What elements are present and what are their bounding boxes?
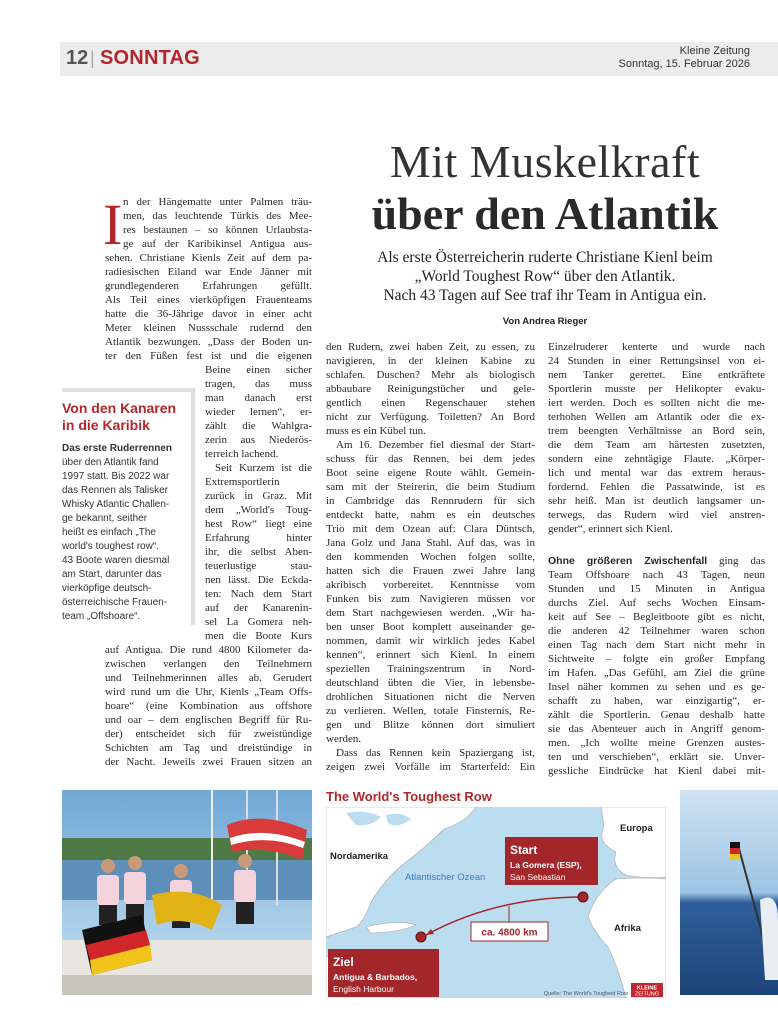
text-line: auf der Kanarenin- [205,602,312,614]
text-line: zu verlieren. Wellen, totale Finsternis, Re- [326,705,535,717]
text-line: ge auf der Karibikinsel Antigua aus- [123,238,312,250]
text-line: die anderen 42 Teilnehmer waren schon [548,625,765,637]
text-line: den kommenden Wochen folgen sollte, [326,551,535,563]
page-number: 12 [66,47,89,69]
drop-cap: I [103,192,123,257]
text-line: tragen, das muss [205,378,312,390]
text-line: navigieren, in der kleinen Kabine zu [326,355,535,367]
text-line: hest Row“ liegt eine [205,518,312,530]
text-line: man danach erst [205,392,312,404]
text-line: ter den Füßen fest ist und die eigenen [105,350,312,362]
text-line: hatte die 36-Jährige davor in einer acht [105,308,312,320]
text-line: sehen. Christiane Kienls Zeit auf dem pa- [105,252,312,264]
info-box-body [62,442,187,624]
info-box-line: das Rennen als Talisker [62,485,168,496]
text-line: Stunden und 15 Minuten in Antigua [548,583,765,595]
text-line: zählt die Wahlgra- [205,420,312,432]
finish-town: English Harbour [333,984,394,994]
text-line: ben unser Boot komplett auseinander ge- [326,621,535,633]
text-line: nen lässt. Die Eckda- [205,574,312,586]
start-place: La Gomera (ESP), [510,860,582,870]
text-line: sondern eine zehntägige Flaute. „Körper- [548,453,765,465]
label-ocean: Atlantischer Ozean [405,872,486,883]
column-1-bottom [105,643,312,769]
text-line: deutschland übten die Vier, in lebensbe- [326,677,535,689]
kleine-zeitung-logo [631,983,663,998]
text-line: einen Tag nach dem Start nicht mehr in [548,639,765,651]
text-line: men. „Ich wollte meine Grenzen austes- [548,737,765,749]
text-line: ten und verschieben“, erklärt sie. Unver- [548,751,765,763]
text-line: teuerlustige stau- [205,560,312,572]
text-line: Insel näher kommen zu sehen und es ge- [548,681,765,693]
text-line: den Rudern, zwei haben Zeit, zu essen, zu [326,341,535,353]
text-line: sehr heiß. Man ist deutlich langsamer un- [548,495,765,507]
map-source: Quelle: The World's Toughest Row [543,991,628,997]
text-line: Dass das Rennen kein Spaziergang ist, [336,747,535,759]
text-line: Als Teil eines vierköpfigen Frauenteams [105,294,312,306]
text-line: der) entscheidet sich für zweistündige [105,728,312,740]
paragraph-lead-in: Ohne größeren Zwischenfall [548,555,708,567]
text-line: drohlichen Situationen nicht die Nerven [326,691,535,703]
text-line: zurück in Graz. Mit [205,490,312,502]
text-line: Boot seine eigene Route wählt. Gemein- [326,467,535,479]
text-line: schafft zu haben, war einzigartig“, er- [548,695,765,707]
start-town: San Sebastian [510,872,566,882]
finish-box [328,949,439,997]
text-line: men, das leuchtende Türkis des Mee- [123,210,312,222]
svg-text:ZEITUNG: ZEITUNG [634,991,660,998]
finish-place: Antigua & Barbados, [333,972,418,982]
text-line: terwegs, das Rudern wird viel anstren- [548,509,765,521]
header-separator: | [90,48,95,68]
text-line: Beine einen sicher [205,364,312,376]
text-line: die dem Team am härtesten zusetzten, [548,439,765,451]
finish-marker [416,932,426,942]
text-line: wieder lernen“, er- [205,406,312,418]
text-line: Funken bis zum Navigieren müssen vor [326,593,535,605]
text-line: nem Tanker gerettet. Eine entkräftete [548,369,765,381]
text-line: nicht zur Verfügung. Toiletten? An Bord [326,411,535,423]
text-line: akribisch vorbereitet. Kenntnisse vom [326,579,535,591]
text-line: fordernd. Fehlen die Passatwinde, ist es [548,481,765,493]
page-header [60,42,778,76]
start-heading: Start [510,843,538,857]
text-line: terreich lachend. [205,448,279,460]
info-box-line: am Start, darunter das [62,569,162,580]
text-line: und oar – dem englischen Begriff für Ru- [105,714,312,726]
text-line: Schichten am Tag und dreistündige in [105,742,312,754]
text-line: werden. [326,733,362,745]
column-2 [326,340,535,774]
deck-line: Nach 43 Tagen auf See traf ihr Team in Antigua ein. [383,287,707,304]
label-north-america: Nordamerika [330,851,389,862]
text-line: muss es ein Kübel tun. [326,425,426,437]
text-line: ihr, die selbst Aben- [205,546,312,558]
text-line: grundlegenderen Erfahrungen gefüllt. [105,280,312,292]
text-line: zerin aus Niederös- [205,434,312,446]
distance-box [471,922,548,941]
text-line: gen und Blitze können dort simuliert [326,719,535,731]
text-line: speziellen Trainingszentrum in Nord- [326,663,535,675]
text-fragment: ging das [719,555,765,567]
deck-line: Als erste Österreicherin ruderte Christiane Kienl beim [377,249,713,266]
text-line: dem „World's Toug- [205,504,312,516]
text-line: im Hafen. „Das Gefühl, am Ziel die grüne [548,667,765,679]
text-line: Extremsportlerin [205,476,280,488]
info-box-line: ge bekannt, seither [62,513,148,524]
headline-line-2: über den Atlantik [371,188,719,239]
text-line: gentlich einen Regenschauer stehen [326,397,535,409]
info-box-line: 1997 statt. Bis 2022 war [62,471,170,482]
text-line: Jana Golz und Jana Stahl. Auf das, was in [326,537,535,549]
text-line: zwischen verlangen den Teilnehmern [105,658,312,670]
info-box-line: 43 Boote waren diesmal [62,555,170,566]
text-line: terhohen Wellen am Atlantik oder die ex- [548,411,765,423]
text-line: hatten sich die Frauen zwei Jahre lang [326,565,535,577]
text-line: entdeckt hatte, nahm es ein deutsches [326,509,535,521]
info-box-line: über den Atlantik fand [62,457,159,468]
text-line: sam mit der Steirerin, die beim Studium [326,481,535,493]
label-europe: Europa [620,823,653,834]
text-line: Team Offshoare nach 43 Tagen, neun [548,569,765,581]
text-line: schuss für das Rennen, bei dem jedes [326,453,535,465]
deck-line: „World Toughest Row“ über den Atlantik. [414,268,676,285]
text-line: 24 Stunden in einer Rettungsinsel von ei- [548,355,765,367]
text-line: n der Hängematte unter Palmen träu- [123,196,312,208]
headline-line-1: Mit Muskelkraft [389,136,701,187]
publication-date: Sonntag, 15. Februar 2026 [618,58,750,70]
info-box-line: world's toughest row“. [62,541,159,552]
text-line: Meter kleinen Nussschale rudernd den [105,322,312,334]
label-africa: Afrika [614,923,641,934]
text-line: abbaubare Reinigungstücher und gele- [326,383,535,395]
text-line: zeigen zwei Vorfälle im Starterfeld: Ein [326,761,535,773]
photo-ocean-rowing [680,790,778,995]
text-line: iert werden. Doch es sollten nicht die me- [548,397,765,409]
text-line: trem beengten Verhältnisse an Bord sein, [548,425,765,437]
text-line: hoare“ (eine Kombination aus offshore [105,700,312,712]
text-line: Atlantik bezwungen. „Dass der Boden un- [105,336,312,348]
text-line: in Cambridge das Rennrudern für sich [326,495,535,507]
byline: Von Andrea Rieger [502,316,588,327]
article-deck [330,248,760,305]
publication-info [619,45,750,71]
text-line: sie das Abenteuer auch in Angriff genom- [548,723,765,735]
text-line: kennen“, erinnert sich Kienl. In einem [326,649,535,661]
info-box-heading-line: Von den Kanaren [62,400,177,416]
text-line: res bestaunen – so können Urlaubsta- [123,224,312,236]
text-line: Sichtweite – folgte ein großer Empfang [548,653,765,665]
photo-team-celebrating [62,790,312,995]
text-line: schlafen. Duschen? Mehr als biologisch [326,369,535,381]
text-line: gender“, erinnert sich Kienl. [548,523,673,535]
publication-name: Kleine Zeitung [679,45,750,57]
start-marker [578,892,588,902]
text-line: zählt die Sportlerin. Genau deshalb hatte [548,709,765,721]
text-line [548,554,765,568]
text-line: lich und mental war das extrem heraus- [548,467,765,479]
text-line: dem Start nachgewiesen werden. „Wir ha- [326,607,535,619]
section-name: SONNTAG [100,47,200,69]
route-map [326,807,666,998]
text-line: wird rund um die Uhr, Kienls „Team Offs- [105,686,312,698]
text-line: Seit Kurzem ist die [215,462,312,474]
text-line: Einzelruderer kenterte und wurde nach [548,341,765,353]
text-line: keit auf See – Begleitboote gibt es nicht, [548,611,765,623]
text-line: gessliche Eindrücke hat Kienl dabei mit- [548,765,765,777]
column-3-top [548,340,765,536]
info-box [62,388,195,625]
column-3-bottom [548,554,765,778]
info-box-line: österreichische Frauen- [62,597,168,608]
text-line: und Teilnehmerinnen alles ab. Gerudert [105,672,312,684]
column-1-top [103,192,312,363]
text-line: Erfahrung hinter [205,532,312,544]
text-line: durchs Ziel. Auf sechs Wochen Einsam- [548,597,765,609]
text-line: ten: Nach dem Start [205,588,312,600]
info-box-heading-line: in die Karibik [62,417,150,433]
text-line: Trio mit dem Ozean auf: Clara Düntsch, [326,523,535,535]
info-box-line: vierköpfige deutsch- [62,583,152,594]
map-title: The World's Toughest Row [326,789,492,804]
text-line: der Nacht. Jeweils zwei Frauen sitzen an [105,756,312,768]
text-line: Sportlerin musste per Helikopter evaku- [548,383,765,395]
distance-label: ca. 4800 km [481,927,538,939]
start-box [505,837,598,885]
text-line: nommen, damit wir wirklich jedes Kabel [326,635,535,647]
column-1-narrow [205,363,312,643]
info-box-line: team „Offshoare“. [62,611,141,622]
svg-text:KLEINE: KLEINE [636,985,658,992]
text-line: auf Antigua. Die rund 4800 Kilometer da- [105,644,312,656]
text-line: men die Boote Kurs [205,630,312,642]
info-box-heading [62,400,176,434]
text-line: radiesischen Eiland war Ende Jänner mit [105,266,312,278]
text-line: Am 16. Dezember fiel diesmal der Start- [336,439,535,451]
info-box-lead: Das erste Ruderrennen [62,443,173,454]
info-box-line: Whisky Atlantic Challen- [62,499,170,510]
text-line: sel La Gomera neh- [205,616,312,628]
info-box-line: heißt es einfach „The [62,527,156,538]
finish-heading: Ziel [333,955,354,969]
